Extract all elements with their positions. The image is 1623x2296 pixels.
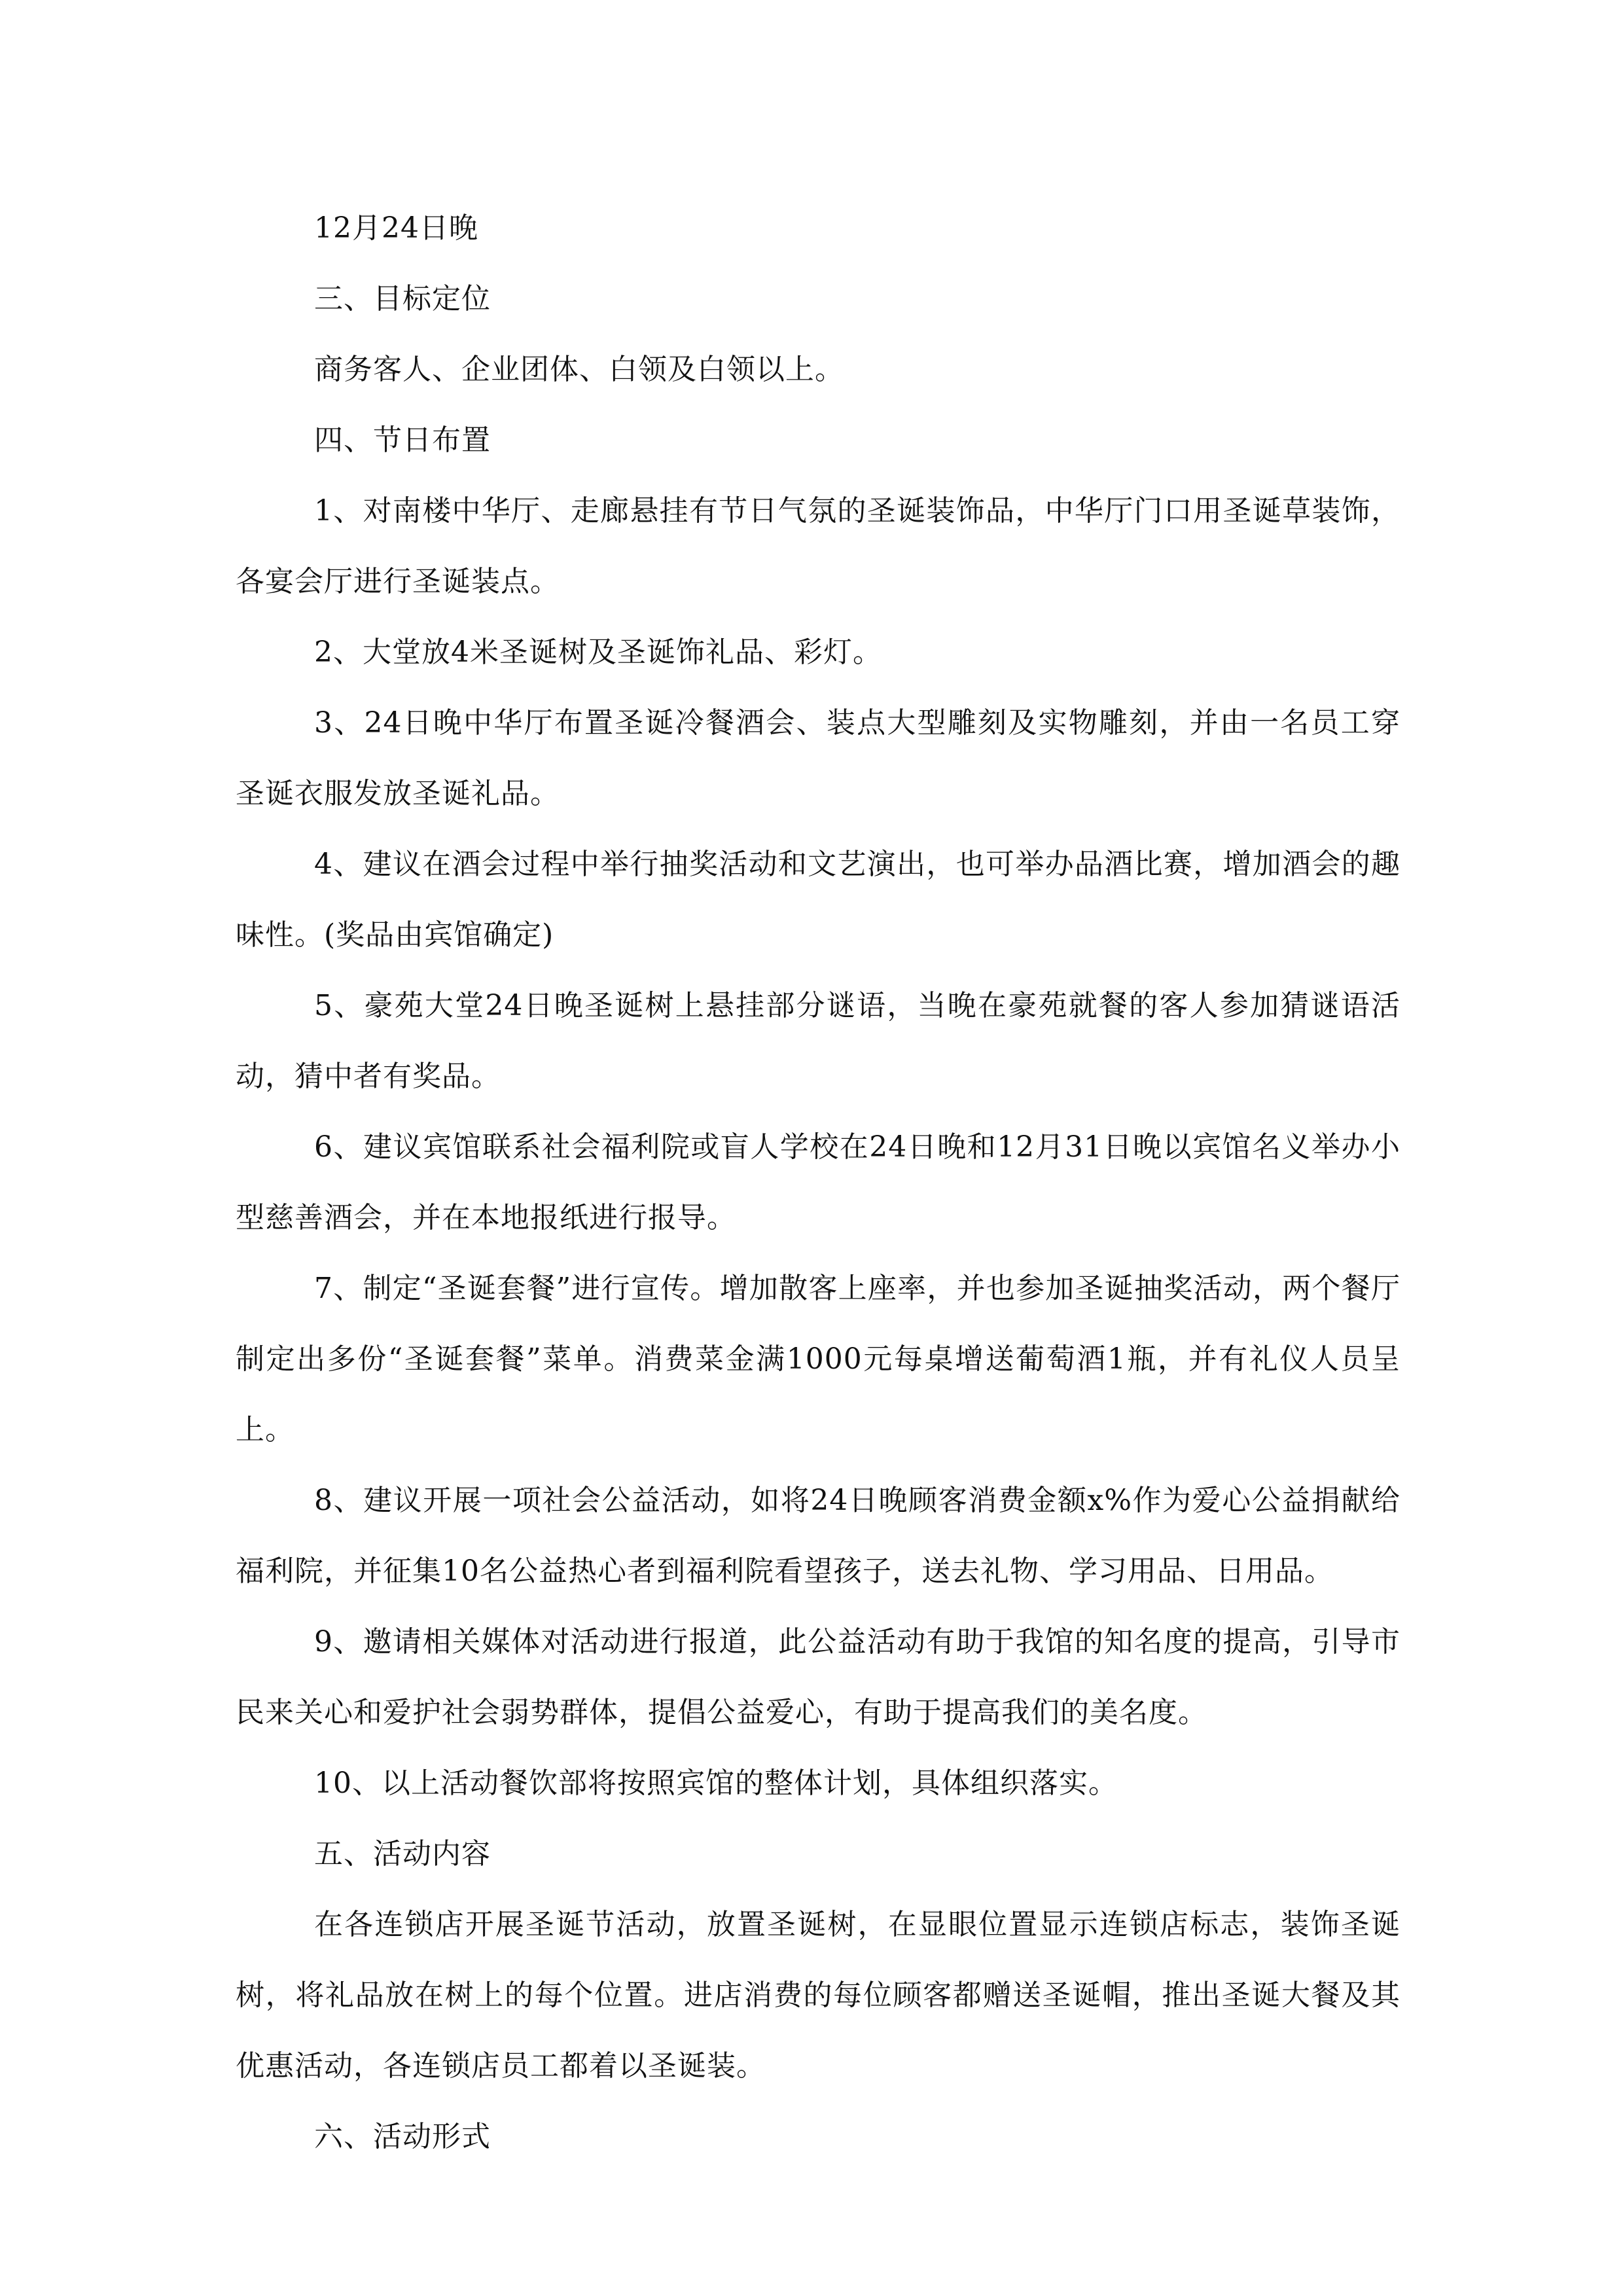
paragraph-item-6: 6、建议宾馆联系社会福利院或盲人学校在24日晚和12月31日晚以宾馆名义举办小型慈善酒会，并在本地报纸进行报导。 — [236, 1130, 1400, 1234]
paragraph-item-1: 1、对南楼中华厅、走廊悬挂有节日气氛的圣诞装饰品，中华厅门口用圣诞草装饰，各宴会厅进行圣诞装点。 — [236, 494, 1400, 598]
heading-activity-content: 五、活动内容 — [314, 1837, 491, 1871]
heading-target-positioning: 三、目标定位 — [314, 282, 491, 315]
paragraph-item-7: 7、制定“圣诞套餐”进行宣传。增加散客上座率，并也参加圣诞抽奖活动，两个餐厅制定出多份“圣诞套餐”菜单。消费菜金满1000元每桌增送葡萄酒1瓶，并有礼仪人员呈上。 — [236, 1272, 1400, 1446]
paragraph-item-4: 4、建议在酒会过程中举行抽奖活动和文艺演出，也可举办品酒比赛，增加酒会的趣味性。(奖品由宾馆确定) — [236, 848, 1400, 952]
paragraph-item-3: 3、24日晚中华厅布置圣诞冷餐酒会、装点大型雕刻及实物雕刻，并由一名员工穿圣诞衣服发放圣诞礼品。 — [236, 706, 1400, 810]
paragraph-date: 12月24日晚 — [314, 211, 478, 245]
paragraph-item-5: 5、豪苑大堂24日晚圣诞树上悬挂部分谜语，当晚在豪苑就餐的客人参加猜谜语活动，猜中者有奖品。 — [236, 989, 1400, 1093]
paragraph-item-2: 2、大堂放4米圣诞树及圣诞饰礼品、彩灯。 — [314, 636, 882, 669]
paragraph-item-10: 10、以上活动餐饮部将按照宾馆的整体计划，具体组织落实。 — [314, 1767, 1118, 1800]
paragraph-target-audience: 商务客人、企业团体、白领及白领以上。 — [314, 353, 844, 386]
paragraph-item-8: 8、建议开展一项社会公益活动，如将24日晚顾客消费金额x%作为爱心公益捐献给福利院，并征集10名公益热心者到福利院看望孩子，送去礼物、学习用品、日用品。 — [236, 1484, 1400, 1588]
paragraph-item-9: 9、邀请相关媒体对活动进行报道，此公益活动有助于我馆的知名度的提高，引导市民来关心和爱护社会弱势群体，提倡公益爱心，有助于提高我们的美名度。 — [236, 1625, 1400, 1729]
heading-activity-form: 六、活动形式 — [314, 2120, 491, 2153]
heading-holiday-decoration: 四、节日布置 — [314, 423, 491, 457]
document-body — [236, 193, 1400, 2172]
paragraph-activity-content: 在各连锁店开展圣诞节活动，放置圣诞树，在显眼位置显示连锁店标志，装饰圣诞树，将礼品放在树上的每个位置。进店消费的每位顾客都赠送圣诞帽，推出圣诞大餐及其优惠活动，各连锁店员工都着以圣诞装。 — [236, 1908, 1400, 2083]
